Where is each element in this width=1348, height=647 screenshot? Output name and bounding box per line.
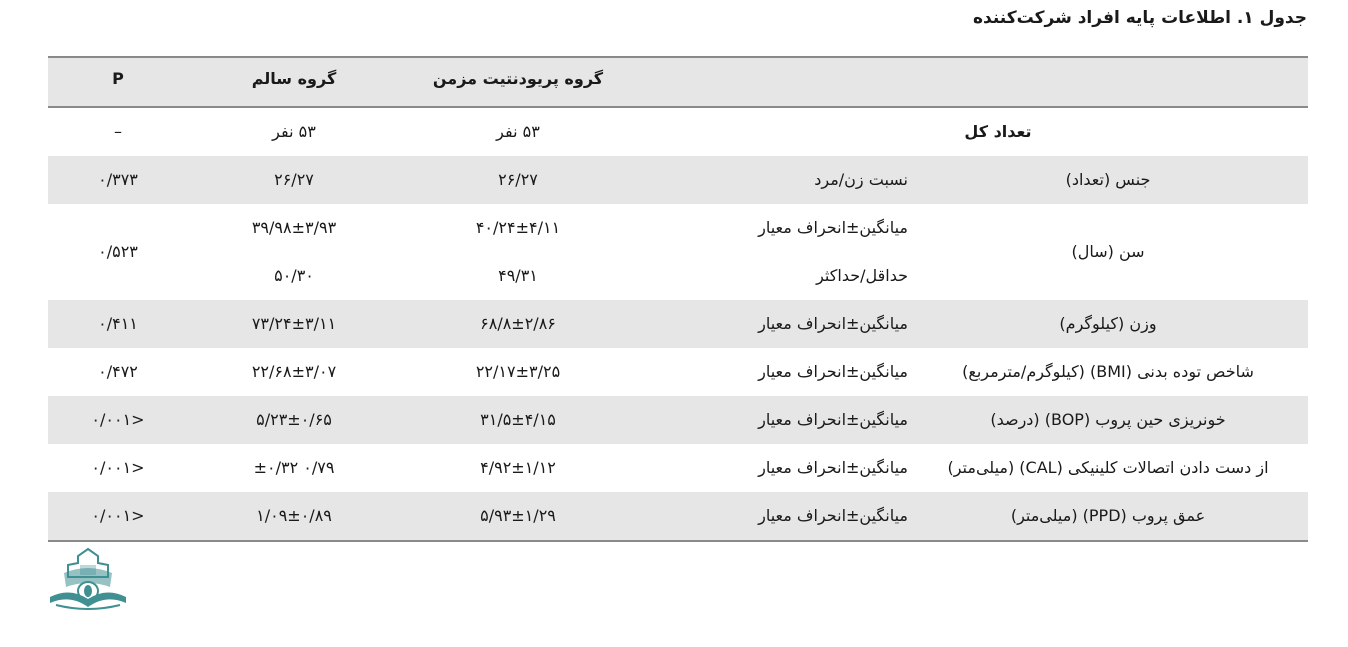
table-row-total xyxy=(48,108,1308,156)
healthy-value: ۰/۷۹ ±۰/۳۲ xyxy=(253,458,335,477)
p-value: ۰/۴۷۲ xyxy=(98,362,138,381)
chronic-value: ۵/۹۳±۱/۲۹ xyxy=(480,506,556,525)
table-row xyxy=(48,156,1308,204)
table-row xyxy=(48,396,1308,444)
header-p: P xyxy=(112,69,124,88)
chronic-value: ۴/۹۲±۱/۱۲ xyxy=(480,458,556,477)
p-value: ۰/۴۱۱ xyxy=(98,314,138,333)
variable-label: از دست دادن اتصالات کلینیکی (CAL) (میلی‌متر) xyxy=(947,458,1269,477)
healthy-value: ۵/۲۳±۰/۶۵ xyxy=(256,410,332,429)
p-value: <۰/۰۰۱ xyxy=(91,458,145,477)
statistic-label: میانگین±انحراف معیار xyxy=(758,362,908,381)
table-row xyxy=(48,492,1308,542)
statistic-label: نسبت زن/مرد xyxy=(814,170,908,189)
variable-label: خونریزی حین پروب (BOP) (درصد) xyxy=(990,410,1226,429)
chronic-value: ۲۶/۲۷ xyxy=(498,170,538,189)
chronic-value: ۴۰/۲۴±۴/۱۱ xyxy=(475,218,561,237)
statistic-label: میانگین±انحراف معیار xyxy=(758,506,908,525)
table-row xyxy=(48,348,1308,396)
chronic-value: ۳۱/۵±۴/۱۵ xyxy=(480,410,556,429)
header-healthy: گروه سالم xyxy=(251,69,337,88)
chronic-value-minmax: ۴۹/۳۱ xyxy=(498,266,538,285)
healthy-value-minmax: ۵۰/۳۰ xyxy=(274,266,314,285)
p-value: ۰/۳۷۳ xyxy=(98,170,138,189)
baseline-table xyxy=(48,56,1308,542)
healthy-value: ۱/۰۹±۰/۸۹ xyxy=(256,506,332,525)
header-chronic: گروه پریودنتیت مزمن xyxy=(432,69,604,88)
statistic-label: میانگین±انحراف معیار xyxy=(758,458,908,477)
chronic-value: ۶۸/۸±۲/۸۶ xyxy=(480,314,556,333)
table-header-row xyxy=(48,56,1308,108)
university-emblem-icon xyxy=(46,547,130,613)
statistic-label-minmax: حداقل/حداکثر xyxy=(816,266,908,285)
healthy-value: ۳۹/۹۸±۳/۹۳ xyxy=(251,218,337,237)
variable-label: عمق پروب (PPD) (میلی‌متر) xyxy=(1010,506,1206,525)
p-value: ۰/۵۲۳ xyxy=(98,242,138,261)
healthy-value: ۲۶/۲۷ xyxy=(274,170,314,189)
chronic-value: ۲۲/۱۷±۳/۲۵ xyxy=(475,362,561,381)
total-label: تعداد کل xyxy=(964,122,1032,141)
table-row xyxy=(48,300,1308,348)
variable-label: جنس (تعداد) xyxy=(1065,170,1151,189)
statistic-label: میانگین±انحراف معیار xyxy=(758,218,908,237)
p-value: <۰/۰۰۱ xyxy=(91,410,145,429)
table-caption: جدول ۱. اطلاعات پایه افراد شرکت‌کننده xyxy=(972,8,1307,28)
table-row xyxy=(48,204,1308,300)
variable-label: وزن (کیلوگرم) xyxy=(1059,314,1157,333)
variable-label: سن (سال) xyxy=(1071,242,1145,261)
table-row xyxy=(48,444,1308,492)
p-value: <۰/۰۰۱ xyxy=(91,506,145,525)
variable-label: شاخص توده بدنی (BMI) (کیلوگرم/مترمربع) xyxy=(962,362,1254,381)
healthy-value: ۲۲/۶۸±۳/۰۷ xyxy=(251,362,337,381)
total-chronic: ۵۳ نفر xyxy=(496,122,540,141)
healthy-value: ۷۳/۲۴±۳/۱۱ xyxy=(251,314,337,333)
statistic-label: میانگین±انحراف معیار xyxy=(758,410,908,429)
total-healthy: ۵۳ نفر xyxy=(272,122,316,141)
total-p: – xyxy=(114,122,122,141)
statistic-label: میانگین±انحراف معیار xyxy=(758,314,908,333)
